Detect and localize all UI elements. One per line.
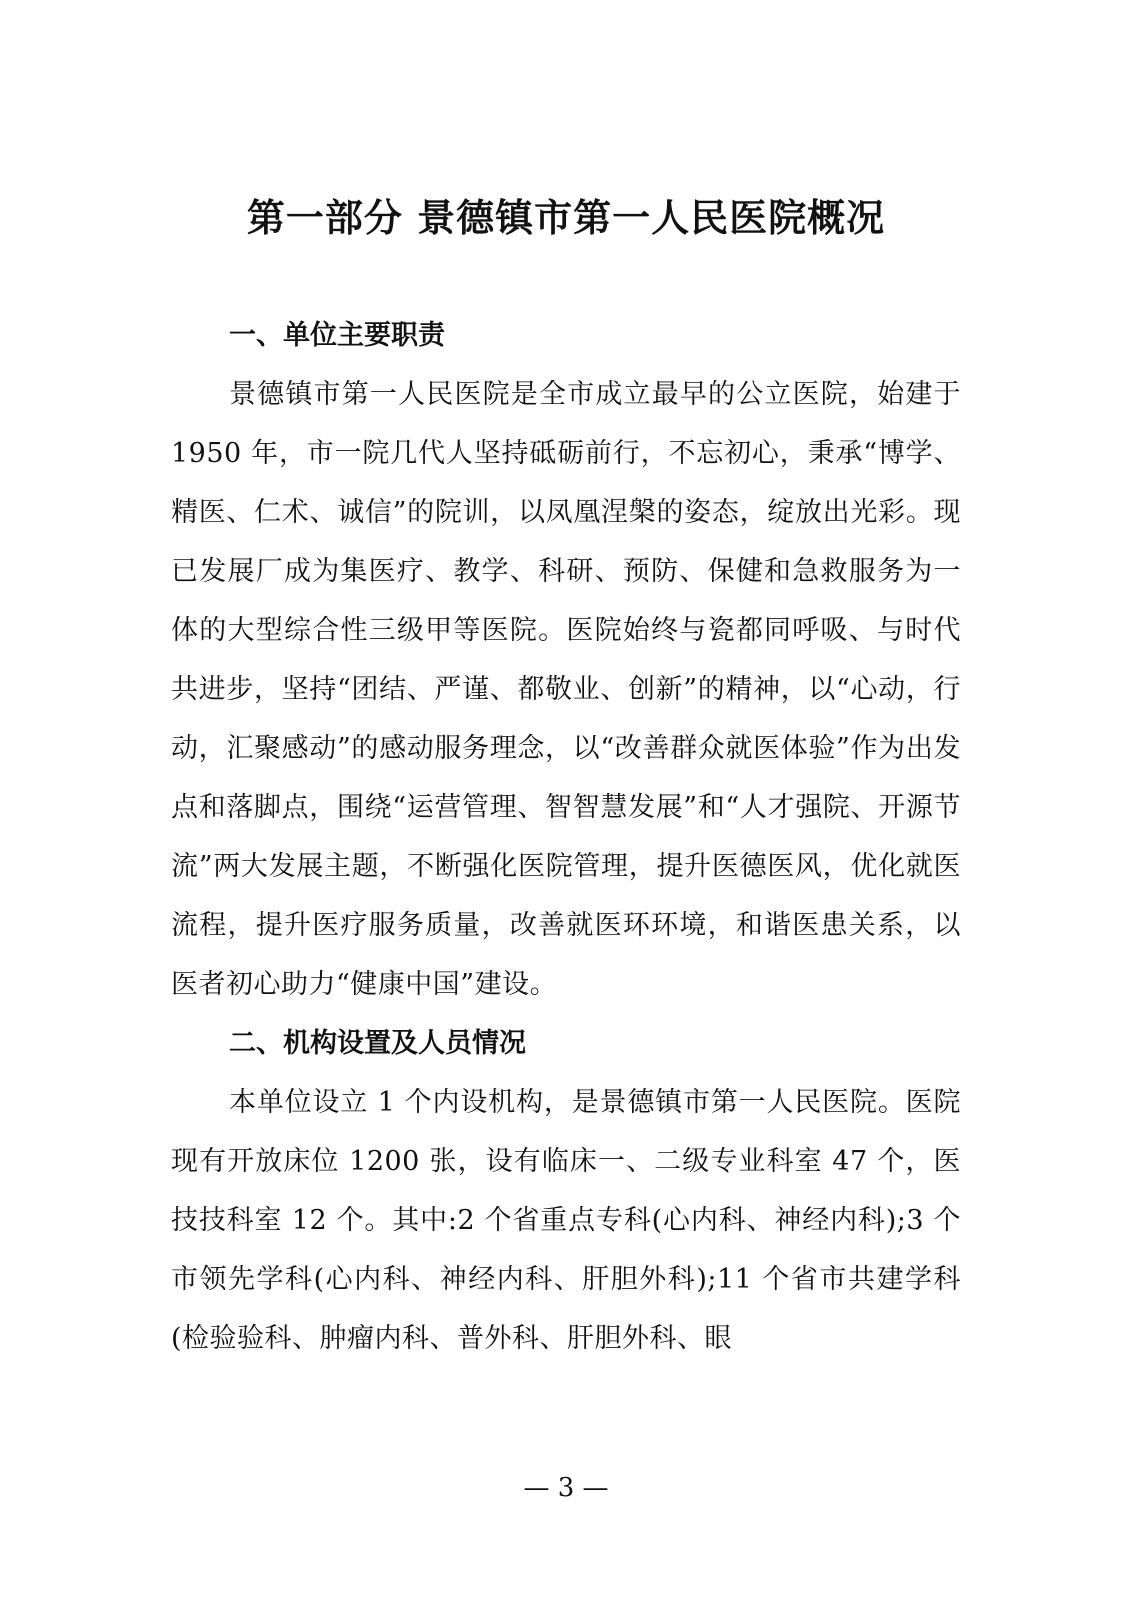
page-number: — 3 — [523,1473,609,1503]
document-body [171,306,961,1368]
section-paragraph-duties: 景德镇市第一人民医院是全市成立最早的公立医院，始建于 1950 年，市一院几代人坚持砥砺前行，不忘初心，秉承“博学、精医、仁术、诚信”的院训，以凤凰涅槃的姿态，绽放出光彩。现已发展厂成为集医疗、教学、科研、预防、保健和急救服务为一体的大型综合性三级甲等医院。医院始终与瓷都同呼吸、与时代共进步，坚持“团结、严谨、都敬业、创新”的精神，以“心动，行动，汇聚感动”的感动服务理念，以“改善群众就医体验”作为出发点和落脚点，围绕“运营管理、智智慧发展”和“人才强院、开源节流”两大发展主题，不断强化医院管理，提升医德医风，优化就医流程，提升医疗服务质量，改善就医环环境，和谐医患关系，以医者初心助力“健康中国”建设。 [171,379,961,1000]
section-paragraph-organization: 本单位设立 1 个内设机构，是景德镇市第一人民医院。医院现有开放床位 1200 张，设有临床一、二级专业科室 47 个，医技技科室 12 个。其中:2 个省重点专科(心内科、神经内科);3 个市领先学科(心内科、神经内科、肝胆外科);11 个省市共建学科(检验验科、肿瘤内科、普外科、肝胆外科、眼 [171,1087,961,1354]
section-heading-duties: 一、单位主要职责 [229,320,445,351]
document-title: 第一部分 景德镇市第一人民医院概况 [246,196,886,240]
section-heading-organization: 二、机构设置及人员情况 [229,1028,526,1059]
